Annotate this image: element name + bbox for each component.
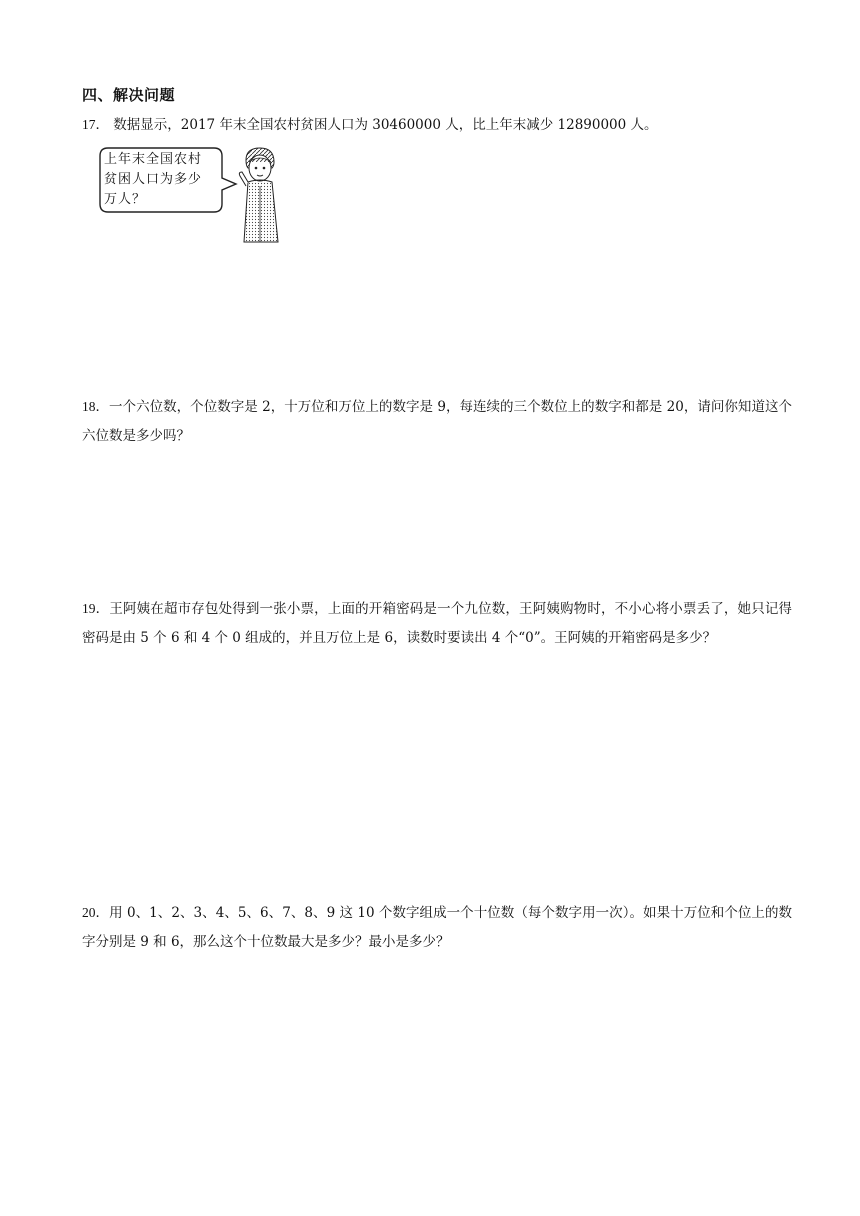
question-number: 19．	[82, 601, 110, 616]
question-19	[82, 594, 792, 653]
question-text: 数据显示，2017 年末全国农村贫困人口为 30460000 人，比上年末减少 12890000 人。	[109, 117, 658, 133]
question-18	[82, 392, 792, 451]
question-text: 用 0、1、2、3、4、5、6、7、8、9 这 10 个数字组成一个十位数（每个数字用一次）。如果十万位和个位上的数字分别是 9 和 6，那么这个十位数最大是多少？最小是多少？	[82, 905, 793, 950]
question-number: 17．	[82, 117, 109, 132]
question-17	[82, 110, 792, 140]
speech-bubble-line: 贫困人口为多少	[104, 172, 203, 187]
question-number: 20．	[82, 905, 110, 920]
question-text: 一个六位数，个位数字是 2，十万位和万位上的数字是 9，每连续的三个数位上的数字和都是 20，请问你知道这个六位数是多少吗？	[82, 399, 792, 444]
speech-bubble-text	[104, 150, 222, 210]
child-figure-icon	[236, 146, 286, 244]
question-number: 18．	[82, 399, 110, 414]
speech-bubble-line: 上年末全国农村	[104, 152, 203, 167]
speech-bubble-line: 万人？	[104, 192, 147, 207]
question-text: 王阿姨在超市存包处得到一张小票，上面的开箱密码是一个九位数，王阿姨购物时，不小心将小票丢了，她只记得密码是由 5 个 6 和 4 个 0 组成的，并且万位上是 6，读数时要读出 4 个“0”。王阿姨的开箱密码是多少？	[82, 601, 793, 646]
question-17-illustration	[96, 146, 286, 244]
section-heading: 四、解决问题	[82, 86, 176, 104]
question-20	[82, 898, 792, 957]
